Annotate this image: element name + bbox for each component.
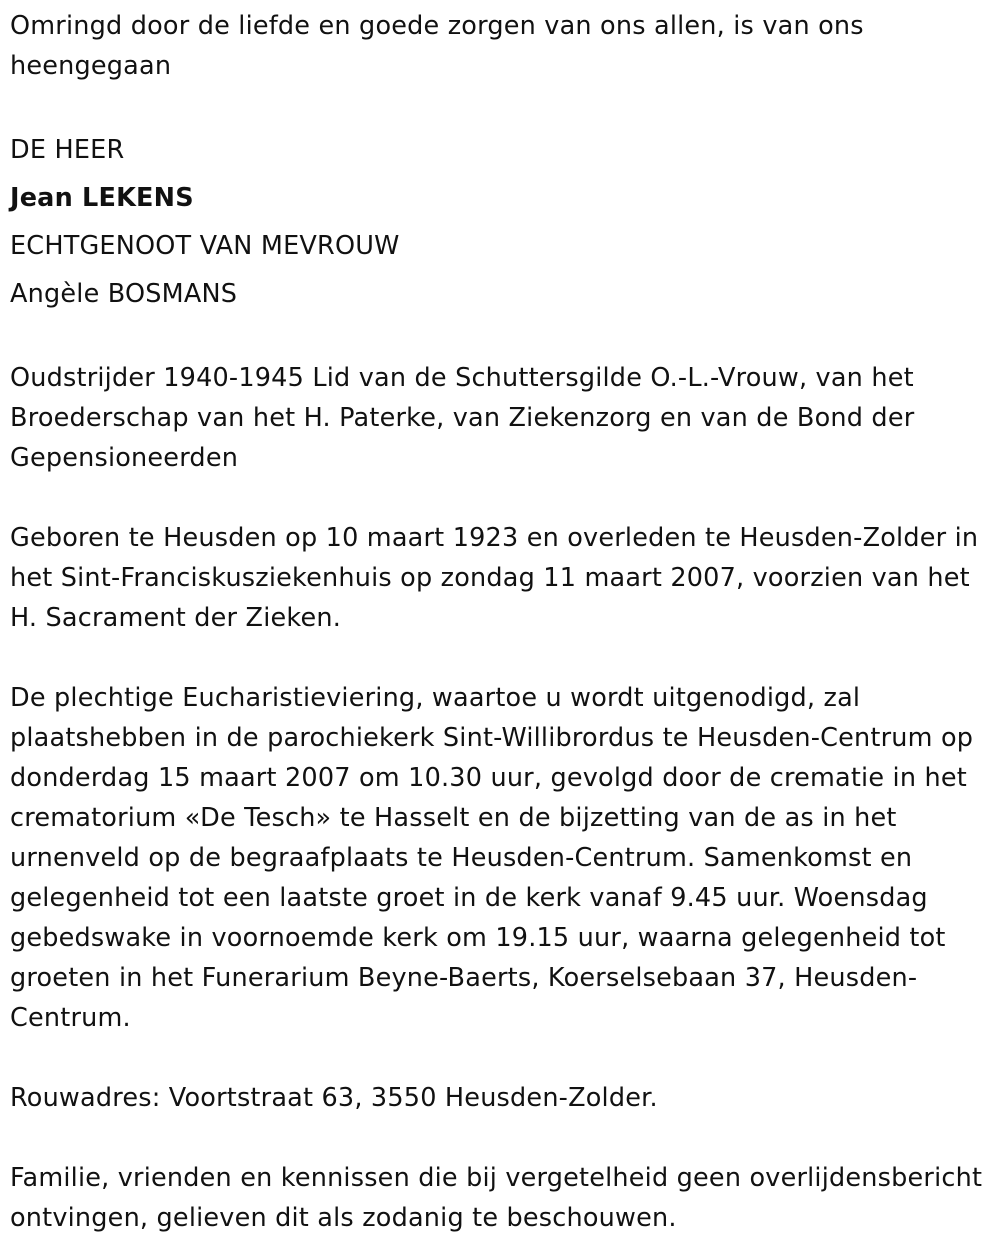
- spacer: [10, 478, 990, 518]
- spacer: [10, 638, 990, 678]
- mourning-address: Rouwadres: Voortstraat 63, 3550 Heusden-Zolder.: [10, 1083, 658, 1113]
- spouse-label: ECHTGENOOT VAN MEVROUW: [10, 231, 400, 261]
- spacer: [10, 318, 990, 358]
- ceremony-paragraph: De plechtige Eucharistieviering, waartoe u wordt uitgenodigd, zal plaatshebben in de parochiekerk Sint-Willibrordus te Heusden-Centrum op donderdag 15 maart 2007 om 10.30 uur, gevolgd door de crematie in het crematorium «De Tesch» te Hasselt en de bijzetting van de as in het urnenveld op de begraafplaats te Heusden-Centrum. Samenkomst en gelegenheid tot een laatste groet in de kerk vanaf 9.45 uur. Woensdag gebedswake in voornoemde kerk om 19.15 uur, waarna gelegenheid tot groeten in het Funerarium Beyne-Baerts, Koerselsebaan 37, Heusden-Centrum.: [10, 683, 974, 1033]
- deceased-name: Jean LEKENS: [10, 183, 194, 213]
- birth-death-paragraph: Geboren te Heusden op 10 maart 1923 en overleden te Heusden-Zolder in het Sint-Franciskusziekenhuis op zondag 11 maart 2007, voorzien van het H. Sacrament der Zieken.: [10, 523, 979, 633]
- spacer: [10, 86, 990, 126]
- intro-paragraph: Omringd door de liefde en goede zorgen van ons allen, is van ons heengegaan: [10, 11, 864, 81]
- closing-paragraph: Familie, vrienden en kennissen die bij vergetelheid geen overlijdensbericht ontvingen, gelieven dit als zodanig te beschouwen.: [10, 1163, 983, 1233]
- memberships-paragraph: Oudstrijder 1940-1945 Lid van de Schuttersgilde O.-L.-Vrouw, van het Broederschap van het H. Paterke, van Ziekenzorg en van de Bond der Gepensioneerden: [10, 363, 915, 473]
- spacer: [10, 1038, 990, 1078]
- spacer: [10, 1118, 990, 1158]
- deceased-title: DE HEER: [10, 135, 125, 165]
- spouse-name: Angèle BOSMANS: [10, 279, 238, 309]
